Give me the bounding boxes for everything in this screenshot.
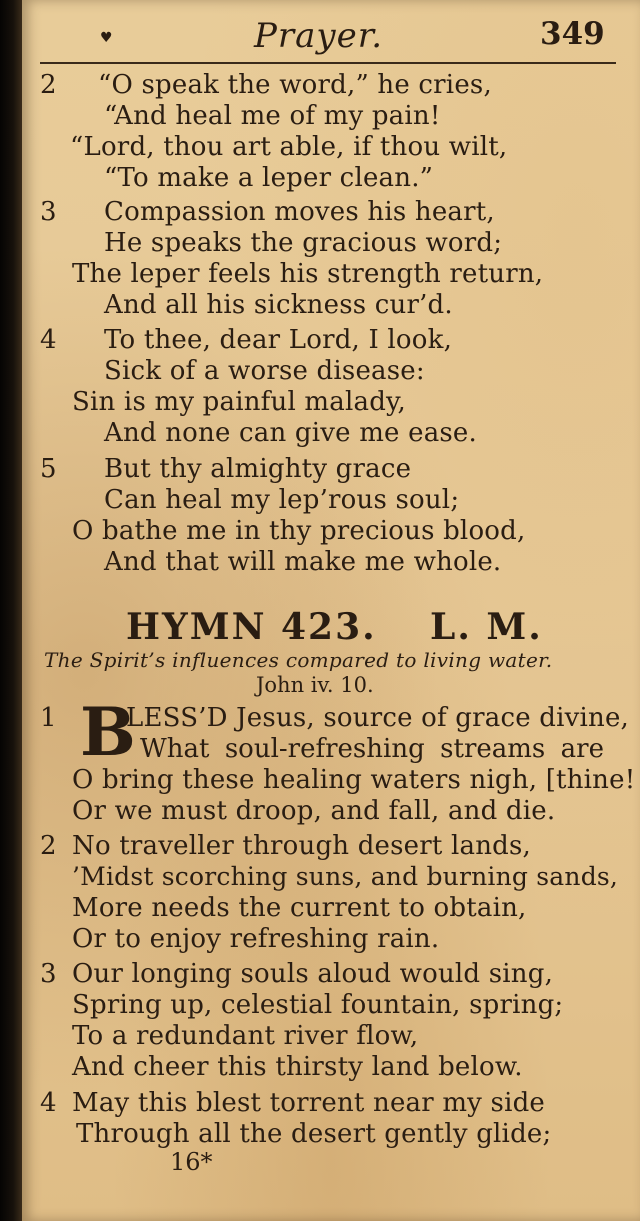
verse-line: Or to enjoy refreshing rain. bbox=[72, 924, 440, 954]
ornament-icon: ♥ bbox=[100, 30, 113, 46]
running-head: Prayer. bbox=[254, 16, 384, 56]
stanza-number: 4 bbox=[40, 325, 57, 355]
verse-line: Compassion moves his heart, bbox=[104, 197, 495, 227]
book-spine bbox=[0, 0, 22, 1221]
verse-line: And cheer this thirsty land below. bbox=[72, 1052, 523, 1082]
verse-line: And none can give me ease. bbox=[104, 418, 477, 448]
book-page bbox=[22, 0, 640, 1221]
stanza-number: 3 bbox=[40, 197, 57, 227]
verse-line: No traveller through desert lands, bbox=[72, 831, 532, 861]
verse-line: Or we must droop, and fall, and die. bbox=[72, 796, 556, 826]
verse-line: Sin is my painful malady, bbox=[72, 387, 406, 417]
verse-line: O bathe me in thy precious blood, bbox=[72, 516, 526, 546]
drop-cap: B bbox=[80, 693, 136, 771]
verse-line: To a redundant river flow, bbox=[72, 1021, 419, 1051]
stanza-number: 5 bbox=[40, 454, 57, 484]
stanza-number: 4 bbox=[40, 1088, 57, 1118]
page-number: 349 bbox=[540, 16, 605, 52]
stanza-number: 3 bbox=[40, 959, 57, 989]
verse-line: May this blest torrent near my side bbox=[72, 1088, 546, 1118]
signature-mark: 16* bbox=[170, 1148, 213, 1176]
verse-line: “To make a leper clean.” bbox=[104, 163, 434, 193]
verse-line: What soul-refreshing streams are bbox=[140, 734, 604, 764]
hymn-title: HYMN 423. bbox=[126, 606, 377, 648]
stanza-number: 1 bbox=[40, 703, 57, 733]
verse-line: The leper feels his strength return, bbox=[72, 259, 544, 289]
verse-line: Sick of a worse disease: bbox=[104, 356, 425, 386]
verse-line: “And heal me of my pain! bbox=[104, 101, 441, 131]
verse-line: Our longing souls aloud would sing, bbox=[72, 959, 554, 989]
verse-line: ’Midst scorching suns, and burning sands, bbox=[72, 862, 619, 891]
verse-line: He speaks the gracious word; bbox=[104, 228, 503, 258]
verse-line: “Lord, thou art able, if thou wilt, bbox=[70, 132, 508, 162]
page-header bbox=[22, 12, 640, 58]
hymn-scripture: John iv. 10. bbox=[256, 673, 374, 697]
verse-line: To thee, dear Lord, I look, bbox=[104, 325, 453, 355]
verse-line: O bring these healing waters nigh, [thine! bbox=[72, 765, 636, 795]
verse-line: More needs the current to obtain, bbox=[72, 893, 527, 923]
verse-line: But thy almighty grace bbox=[104, 454, 412, 484]
verse-line: And that will make me whole. bbox=[104, 547, 502, 577]
verse-line: Can heal my lep’rous soul; bbox=[104, 485, 460, 515]
verse-line: Spring up, celestial fountain, spring; bbox=[72, 990, 564, 1020]
stanza-number: 2 bbox=[40, 70, 57, 100]
verse-line: And all his sickness cur’d. bbox=[104, 290, 453, 320]
verse-line: “O speak the word,” he cries, bbox=[98, 70, 492, 100]
stanza-number: 2 bbox=[40, 831, 57, 861]
verse-line: LESS’D Jesus, source of grace divine, bbox=[126, 703, 630, 733]
hymn-meter: L. M. bbox=[430, 606, 543, 648]
header-rule bbox=[40, 62, 616, 64]
verse-line: Through all the desert gently glide; bbox=[76, 1119, 552, 1149]
hymn-subtitle: The Spirit’s influences compared to living water. bbox=[44, 648, 553, 672]
